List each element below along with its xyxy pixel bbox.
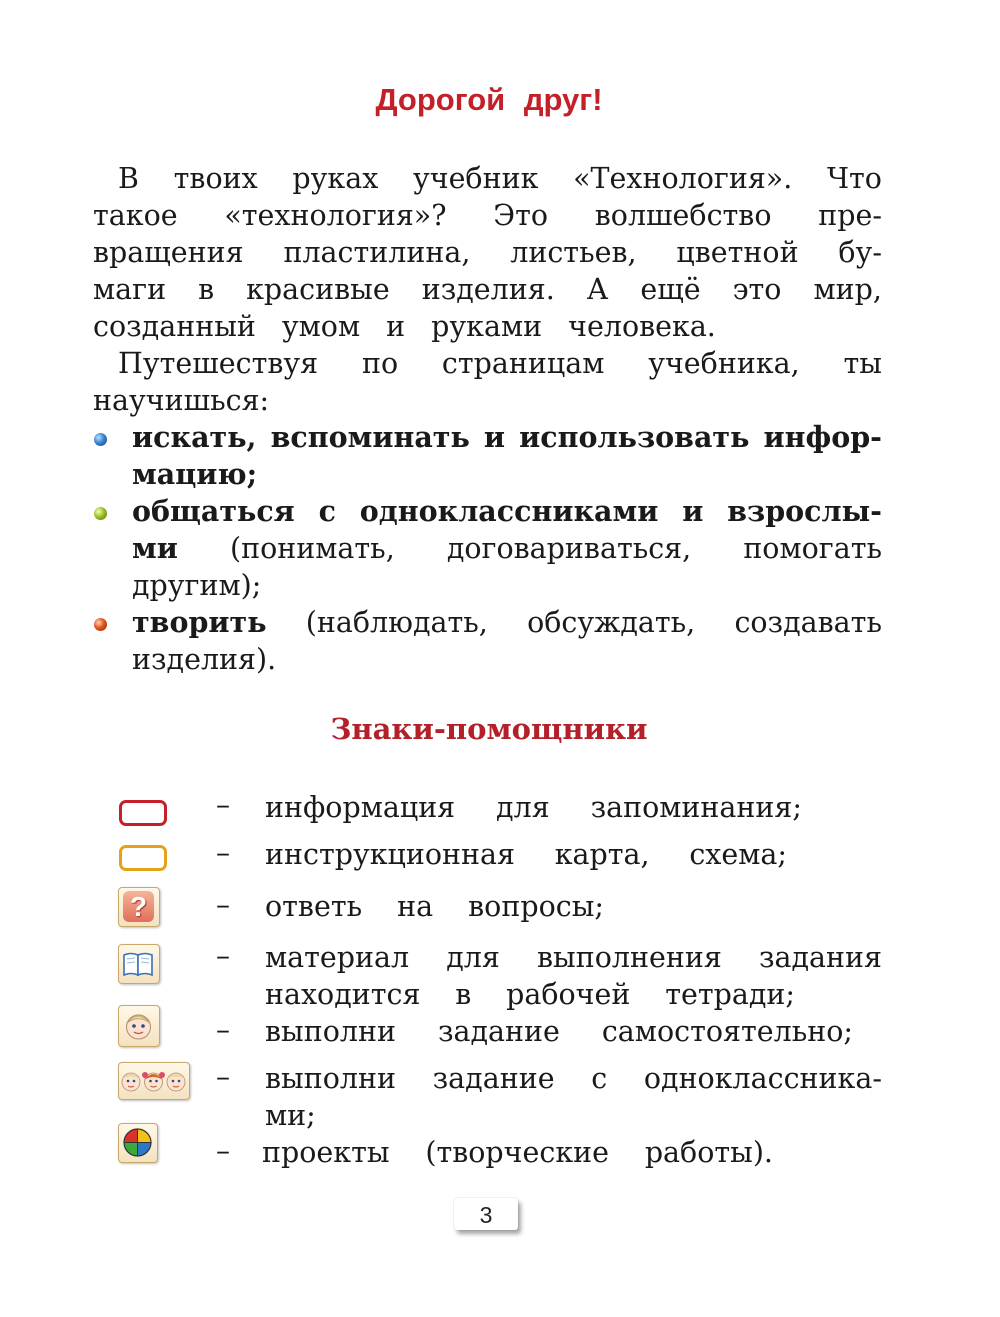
- word: карта,: [554, 838, 650, 871]
- word: руках: [292, 162, 379, 195]
- book-svg: [119, 945, 158, 982]
- question-glyph: ?: [123, 891, 154, 922]
- word: находится: [265, 978, 421, 1011]
- legend-text-6b: [265, 1097, 882, 1134]
- word: вращения: [93, 236, 244, 269]
- intro-line-1: [118, 160, 882, 197]
- bullet-2-word: помогать: [743, 532, 882, 565]
- word: (творческие: [425, 1136, 610, 1169]
- bullet-2-line-1: [132, 493, 882, 530]
- word: проекты: [262, 1136, 390, 1169]
- bullet-2-line-2: [132, 530, 882, 567]
- page-number: 3: [454, 1198, 518, 1230]
- legend-text-4b: [265, 976, 795, 1013]
- word: по: [361, 347, 399, 380]
- word: вопросы;: [468, 890, 604, 923]
- book-icon: [118, 944, 160, 984]
- three-children-icon: [118, 1062, 190, 1100]
- child-face-svg: [119, 1006, 158, 1045]
- word: и: [386, 310, 406, 343]
- bullet-2-word: (понимать,: [229, 532, 395, 565]
- bullet-blue-icon: [94, 433, 107, 446]
- word: ты: [843, 347, 882, 380]
- section-subtitle: Знаки-помощники: [330, 712, 648, 746]
- word: ещё: [640, 273, 701, 306]
- word: искать,: [132, 420, 257, 454]
- word: инструкционная: [265, 838, 515, 871]
- word: тетради;: [665, 978, 795, 1011]
- word: выполни: [265, 1062, 396, 1095]
- word: задание: [437, 1015, 560, 1048]
- word: цветной: [676, 236, 799, 269]
- word: учебника,: [648, 347, 800, 380]
- legend-dash: –: [216, 1060, 230, 1093]
- word: вспоминать: [270, 420, 470, 454]
- word: человека.: [568, 310, 716, 343]
- word: Что: [827, 162, 882, 195]
- word: рабочей: [506, 978, 631, 1011]
- word: на: [397, 890, 434, 923]
- bullet-3-word: обсуждать,: [527, 606, 696, 639]
- word: бу-: [838, 236, 882, 269]
- word: пре-: [818, 199, 882, 232]
- word: руками: [431, 310, 543, 343]
- word: листьев,: [510, 236, 637, 269]
- legend-dash: –: [216, 1013, 230, 1046]
- intro-line-7: [93, 382, 882, 419]
- word: задание: [432, 1062, 555, 1095]
- legend-dash: –: [216, 1134, 230, 1167]
- word: «технология»?: [224, 199, 447, 232]
- project-circle-svg: [119, 1124, 156, 1161]
- intro-line-2: [93, 197, 882, 234]
- word: и: [682, 494, 704, 528]
- word: волшебство: [594, 199, 772, 232]
- word: ответь: [265, 890, 363, 923]
- legend-dash: –: [216, 888, 230, 921]
- intro-line-6: [118, 345, 882, 382]
- word: и: [483, 420, 506, 454]
- yellow-frame-icon: [119, 845, 167, 871]
- legend-dash: –: [216, 788, 230, 821]
- legend-text-3: [265, 888, 604, 925]
- word: созданный: [93, 310, 256, 343]
- word: инфор-: [763, 420, 882, 454]
- word: выполни: [265, 1015, 396, 1048]
- three-children-svg: [119, 1063, 188, 1098]
- word: информация: [265, 791, 456, 824]
- word: одноклассниками: [359, 494, 659, 528]
- word: в: [455, 978, 472, 1011]
- word: мир,: [813, 273, 882, 306]
- child-face-icon: [118, 1005, 160, 1047]
- legend-text-6a: [265, 1060, 882, 1097]
- bullet-3-bold-word: творить: [132, 605, 267, 639]
- word: другим);: [132, 569, 262, 602]
- word: взрослы-: [727, 494, 882, 528]
- word: такое: [93, 199, 178, 232]
- word: маги: [93, 273, 167, 306]
- word: это: [732, 273, 782, 306]
- word: с: [318, 494, 336, 528]
- word: красивые: [246, 273, 390, 306]
- word: умом: [281, 310, 361, 343]
- word: работы).: [644, 1136, 773, 1169]
- bullet-1-line-2: [132, 456, 882, 493]
- word: ми;: [265, 1099, 316, 1132]
- word: с: [591, 1062, 608, 1095]
- word: общаться: [132, 494, 295, 528]
- project-circle-icon: [118, 1123, 158, 1163]
- bullet-3-line-2: [132, 641, 882, 678]
- bullet-3-line-1: [132, 604, 882, 641]
- legend-text-2: [265, 836, 787, 873]
- word: А: [586, 273, 609, 306]
- word: самостоятельно;: [601, 1015, 853, 1048]
- word: для: [446, 941, 500, 974]
- bullet-2-line-3: [132, 567, 882, 604]
- legend-text-7: [262, 1134, 773, 1171]
- word: мацию;: [132, 457, 258, 491]
- bullet-3-word: (наблюдать,: [305, 606, 488, 639]
- question-icon: [118, 887, 160, 927]
- word: изделия.: [421, 273, 555, 306]
- word: в: [198, 273, 215, 306]
- word: В: [118, 162, 139, 195]
- word: учебник: [412, 162, 539, 195]
- word: выполнения: [537, 941, 722, 974]
- word: схема;: [689, 838, 787, 871]
- bullet-green-icon: [94, 507, 107, 520]
- bullet-3-word: создавать: [734, 606, 882, 639]
- legend-text-1: [265, 789, 802, 826]
- bullet-2-word: договариваться,: [446, 532, 692, 565]
- word: для: [496, 791, 550, 824]
- bullet-1-line-1: [132, 419, 882, 456]
- legend-dash: –: [216, 939, 230, 972]
- word: научишься:: [93, 384, 270, 417]
- bullet-2-bold-word: ми: [132, 531, 178, 565]
- word: изделия).: [132, 643, 277, 676]
- word: Это: [493, 199, 548, 232]
- bullet-red-icon: [94, 618, 107, 631]
- word: «Технология».: [573, 162, 793, 195]
- page-title: Дорогой друг!: [375, 82, 603, 117]
- intro-line-5: [93, 308, 882, 345]
- legend-text-4a: [265, 939, 882, 976]
- word: страницам: [441, 347, 605, 380]
- word: материал: [265, 941, 410, 974]
- legend-text-5: [265, 1013, 853, 1050]
- word: твоих: [173, 162, 258, 195]
- word: запоминания;: [590, 791, 802, 824]
- red-frame-icon: [119, 800, 167, 826]
- word: пластилина,: [283, 236, 471, 269]
- word: Путешествуя: [118, 347, 319, 380]
- legend-dash: –: [216, 836, 230, 869]
- word: использовать: [519, 420, 750, 454]
- word: задания: [758, 941, 882, 974]
- word: одноклассника-: [643, 1062, 882, 1095]
- intro-line-4: [93, 271, 882, 308]
- intro-line-3: [93, 234, 882, 271]
